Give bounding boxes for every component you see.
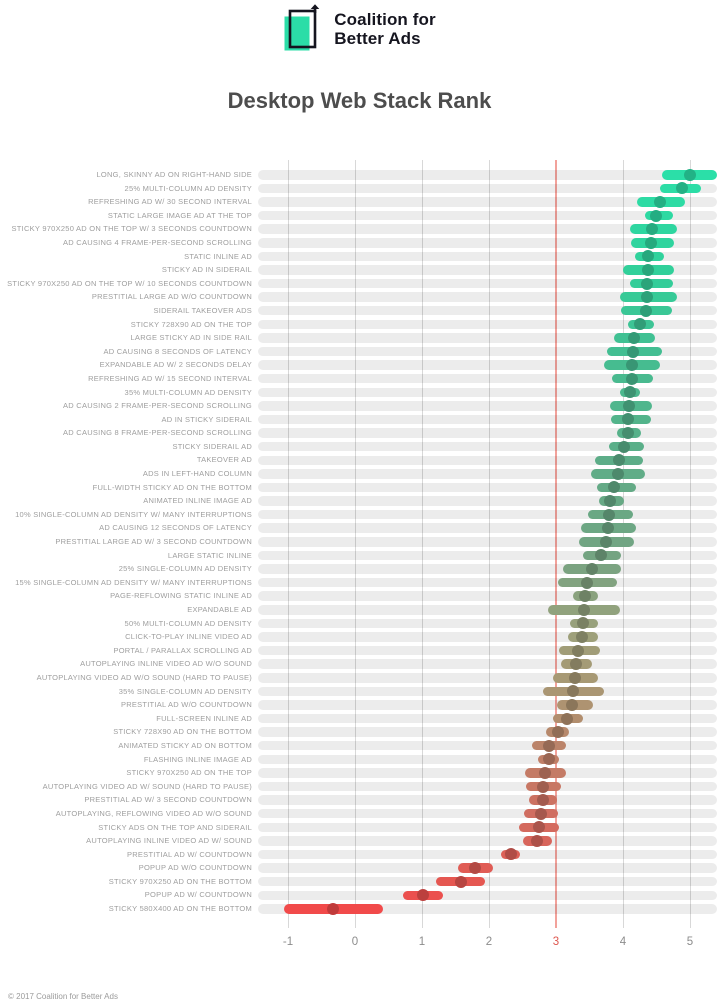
row-label: CLICK-TO-PLAY INLINE VIDEO AD [125,632,252,642]
chart-row [0,209,719,223]
mean-dot [641,278,653,290]
chart-row [0,222,719,236]
header [0,4,719,54]
row-plot [258,549,717,563]
row-label: AUTOPLAYING INLINE VIDEO AD W/O SOUND [80,659,252,669]
row-track [258,510,717,520]
row-label: PRESTITIAL LARGE AD W/O COUNTDOWN [91,292,252,302]
row-label: PRESTITIAL AD W/ COUNTDOWN [127,849,252,859]
row-track [258,170,717,180]
row-plot [258,236,717,250]
mean-dot [622,427,634,439]
chart-row [0,549,719,563]
row-track [258,877,717,887]
chart-row [0,508,719,522]
chart-row [0,657,719,671]
mean-dot [627,346,639,358]
row-plot [258,440,717,454]
row-plot [258,508,717,522]
row-label: TAKEOVER AD [196,455,252,465]
row-track [258,823,717,833]
row-plot [258,888,717,902]
row-track [258,768,717,778]
mean-dot [579,590,591,602]
row-track [258,727,717,737]
row-track [258,700,717,710]
row-label: STICKY 970X250 AD ON THE TOP W/ 3 SECONDS COUNTDOWN [11,224,252,234]
row-label: STATIC INLINE AD [184,251,252,261]
row-plot [258,413,717,427]
row-label: EXPANDABLE AD W/ 2 SECONDS DELAY [99,360,252,370]
row-track [258,184,717,194]
chart-row [0,576,719,590]
chart-row [0,236,719,250]
chart-row [0,521,719,535]
chart-row [0,195,719,209]
row-plot [258,494,717,508]
chart-row [0,821,719,835]
row-track [258,496,717,506]
copyright-note: © 2017 Coalition for Better Ads [8,992,118,1001]
mean-dot [624,386,636,398]
chart-row [0,875,719,889]
mean-dot [634,318,646,330]
row-plot [258,209,717,223]
chart-row [0,467,719,481]
chart-row [0,318,719,332]
row-track [258,428,717,438]
chart-row [0,250,719,264]
chart-row [0,685,719,699]
chart-row [0,589,719,603]
mean-dot [578,604,590,616]
row-label: AD CAUSING 8 SECONDS OF LATENCY [103,346,252,356]
row-plot [258,562,717,576]
mean-dot [684,169,696,181]
coalition-better-ads-logo-icon [283,4,325,54]
chart-row [0,182,719,196]
chart-row [0,780,719,794]
row-label: AD CAUSING 12 SECONDS OF LATENCY [99,523,252,533]
row-label: AUTOPLAYING VIDEO AD W/O SOUND (HARD TO PAUSE) [36,672,252,682]
row-plot [258,821,717,835]
row-label: ANIMATED STICKY AD ON BOTTOM [118,740,252,750]
row-plot [258,426,717,440]
row-plot [258,535,717,549]
row-label: 25% SINGLE-COLUMN AD DENSITY [118,564,252,574]
row-label: POPUP AD W/O COUNTDOWN [138,863,252,873]
row-plot [258,453,717,467]
row-track [258,456,717,466]
chart-row [0,331,719,345]
row-track [258,442,717,452]
mean-dot [640,305,652,317]
row-track [258,578,717,588]
row-label: STICKY ADS ON THE TOP AND SIDERAIL [98,822,252,832]
row-track [258,687,717,697]
row-track [258,673,717,683]
row-label: AD IN STICKY SIDERAIL [161,414,252,424]
chart-row [0,358,719,372]
row-plot [258,848,717,862]
row-plot [258,358,717,372]
chart-row [0,739,719,753]
chart-row [0,263,719,277]
row-track [258,619,717,629]
row-label: PRESTITIAL AD W/O COUNTDOWN [120,700,252,710]
mean-dot [603,509,615,521]
row-plot [258,222,717,236]
row-track [258,469,717,479]
row-track [258,605,717,615]
x-tick-label: 0 [351,936,359,948]
row-plot [258,780,717,794]
chart-row [0,793,719,807]
logo-line-2: Better Ads [334,29,421,48]
chart-row [0,807,719,821]
row-plot [258,712,717,726]
chart-row [0,440,719,454]
row-track [258,537,717,547]
x-tick-label: 2 [485,936,493,948]
row-plot [258,263,717,277]
row-plot [258,698,717,712]
chart-row [0,848,719,862]
row-track [258,741,717,751]
row-track [258,782,717,792]
mean-dot [600,536,612,548]
row-plot [258,481,717,495]
row-label: LARGE STICKY AD IN SIDE RAIL [130,333,252,343]
chart-row [0,725,719,739]
row-plot [258,277,717,291]
row-label: 35% SINGLE-COLUMN AD DENSITY [118,686,252,696]
mean-dot [650,210,662,222]
row-label: STATIC LARGE IMAGE AD AT THE TOP [107,210,252,220]
row-plot [258,399,717,413]
mean-dot [626,359,638,371]
row-track [258,564,717,574]
chart-row [0,861,719,875]
row-label: ANIMATED INLINE IMAGE AD [143,496,252,506]
row-track [258,891,717,901]
row-track [258,836,717,846]
x-tick-label: 1 [418,936,426,948]
x-tick-label: -1 [282,936,294,948]
chart-row [0,494,719,508]
row-plot [258,304,717,318]
row-plot [258,657,717,671]
mean-dot [654,196,666,208]
x-tick-label: 4 [619,936,627,948]
mean-dot [543,740,555,752]
row-plot [258,386,717,400]
row-label: POPUP AD W/ COUNTDOWN [144,890,252,900]
row-label: 50% MULTI-COLUMN AD DENSITY [124,618,252,628]
mean-dot [572,645,584,657]
row-label: STICKY AD IN SIDERAIL [161,265,252,275]
chart-rows [0,168,719,916]
row-plot [258,467,717,481]
mean-dot [646,223,658,235]
chart-row [0,603,719,617]
mean-dot [569,672,581,684]
mean-dot [602,522,614,534]
row-track [258,646,717,656]
chart-row [0,535,719,549]
row-label: AUTOPLAYING, REFLOWING VIDEO AD W/O SOUND [55,808,252,818]
chart-row [0,712,719,726]
row-label: STICKY 970X250 AD ON THE TOP W/ 10 SECONDS COUNTDOWN [7,278,252,288]
row-label: 15% SINGLE-COLUMN AD DENSITY W/ MANY INTERRUPTIONS [15,577,252,587]
mean-dot [455,876,467,888]
chart-row [0,766,719,780]
mean-dot [327,903,339,915]
row-track [258,755,717,765]
chart-row [0,698,719,712]
chart-row [0,644,719,658]
chart-row [0,399,719,413]
row-plot [258,521,717,535]
row-label: STICKY 580X400 AD ON THE BOTTOM [108,904,252,914]
row-label: ADS IN LEFT-HAND COLUMN [142,469,252,479]
row-label: REFRESHING AD W/ 30 SECOND INTERVAL [88,197,252,207]
mean-dot [645,237,657,249]
row-plot [258,793,717,807]
row-label: AUTOPLAYING VIDEO AD W/ SOUND (HARD TO PAUSE) [42,781,252,791]
row-label: PORTAL / PARALLAX SCROLLING AD [113,645,252,655]
row-label: SIDERAIL TAKEOVER ADS [153,305,252,315]
mean-dot [417,889,429,901]
chart-row [0,617,719,631]
chart-row [0,277,719,291]
mean-dot [566,699,578,711]
row-label: 25% MULTI-COLUMN AD DENSITY [124,183,252,193]
row-track [258,551,717,561]
row-label: PRESTITIAL LARGE AD W/ 3 SECOND COUNTDOWN [55,537,252,547]
chart-row [0,671,719,685]
chart-row [0,888,719,902]
row-plot [258,807,717,821]
mean-dot [626,373,638,385]
mean-dot [618,441,630,453]
chart-row [0,753,719,767]
row-label: 10% SINGLE-COLUMN AD DENSITY W/ MANY INTERRUPTIONS [15,509,252,519]
row-plot [258,290,717,304]
chart-row [0,168,719,182]
chart-row [0,453,719,467]
row-track [258,388,717,398]
chart-row [0,630,719,644]
row-track [258,795,717,805]
row-plot [258,345,717,359]
mean-dot [623,400,635,412]
row-plot [258,168,717,182]
row-label: AD CAUSING 8 FRAME-PER-SECOND SCROLLING [63,428,252,438]
row-plot [258,739,717,753]
row-label: PRESTITIAL AD W/ 3 SECOND COUNTDOWN [84,795,252,805]
chart-row [0,902,719,916]
chart-row [0,413,719,427]
mean-dot [469,862,481,874]
row-plot [258,766,717,780]
row-plot [258,372,717,386]
row-label: REFRESHING AD W/ 15 SECOND INTERVAL [88,373,252,383]
chart-row [0,290,719,304]
row-label: FULL-SCREEN INLINE AD [156,713,252,723]
mean-dot [537,781,549,793]
row-plot [258,576,717,590]
row-label: STICKY SIDERAIL AD [172,441,252,451]
row-track [258,809,717,819]
row-plot [258,589,717,603]
chart-row [0,304,719,318]
chart-row [0,372,719,386]
row-label: AD CAUSING 4 FRAME-PER-SECOND SCROLLING [63,237,252,247]
row-track [258,483,717,493]
row-plot [258,753,717,767]
row-label: STICKY 970X250 AD ON THE BOTTOM [108,876,252,886]
row-plot [258,644,717,658]
row-plot [258,250,717,264]
row-label: AUTOPLAYING INLINE VIDEO AD W/ SOUND [86,836,252,846]
row-track [258,714,717,724]
row-plot [258,902,717,916]
row-plot [258,182,717,196]
chart-row [0,426,719,440]
row-plot [258,603,717,617]
row-label: 35% MULTI-COLUMN AD DENSITY [124,387,252,397]
x-tick-label: 3 [552,936,560,948]
chart-row [0,386,719,400]
row-plot [258,331,717,345]
mean-dot [642,264,654,276]
chart-row [0,345,719,359]
row-label: PAGE-REFLOWING STATIC INLINE AD [110,591,252,601]
row-label: LARGE STATIC INLINE [167,550,252,560]
row-plot [258,834,717,848]
row-track [258,523,717,533]
row-label: AD CAUSING 2 FRAME-PER-SECOND SCROLLING [63,401,252,411]
mean-dot [537,794,549,806]
x-axis [0,936,719,952]
chart-row [0,834,719,848]
row-label: STICKY 728X90 AD ON THE TOP [130,319,252,329]
row-track [258,591,717,601]
row-plot [258,725,717,739]
row-plot [258,671,717,685]
row-label: STICKY 728X90 AD ON THE BOTTOM [113,727,252,737]
row-label: FULL-WIDTH STICKY AD ON THE BOTTOM [92,482,252,492]
chart-row [0,562,719,576]
mean-dot [535,808,547,820]
row-label: EXPANDABLE AD [187,605,252,614]
x-tick-label: 5 [686,936,694,948]
row-label: STICKY 970X250 AD ON THE TOP [126,768,252,778]
row-label: FLASHING INLINE IMAGE AD [143,754,252,764]
row-track [258,632,717,642]
stack-rank-chart [0,160,719,965]
row-track [258,659,717,669]
row-plot [258,318,717,332]
mean-dot [561,713,573,725]
page-title: Desktop Web Stack Rank [227,88,492,113]
logo-line-1: Coalition for [334,10,436,29]
row-label: LONG, SKINNY AD ON RIGHT-HAND SIDE [96,170,252,179]
row-plot [258,861,717,875]
row-plot [258,630,717,644]
row-plot [258,685,717,699]
row-plot [258,875,717,889]
chart-row [0,481,719,495]
row-track [258,850,717,860]
mean-dot [539,767,551,779]
row-plot [258,195,717,209]
logo-wordmark [334,4,435,48]
row-plot [258,617,717,631]
